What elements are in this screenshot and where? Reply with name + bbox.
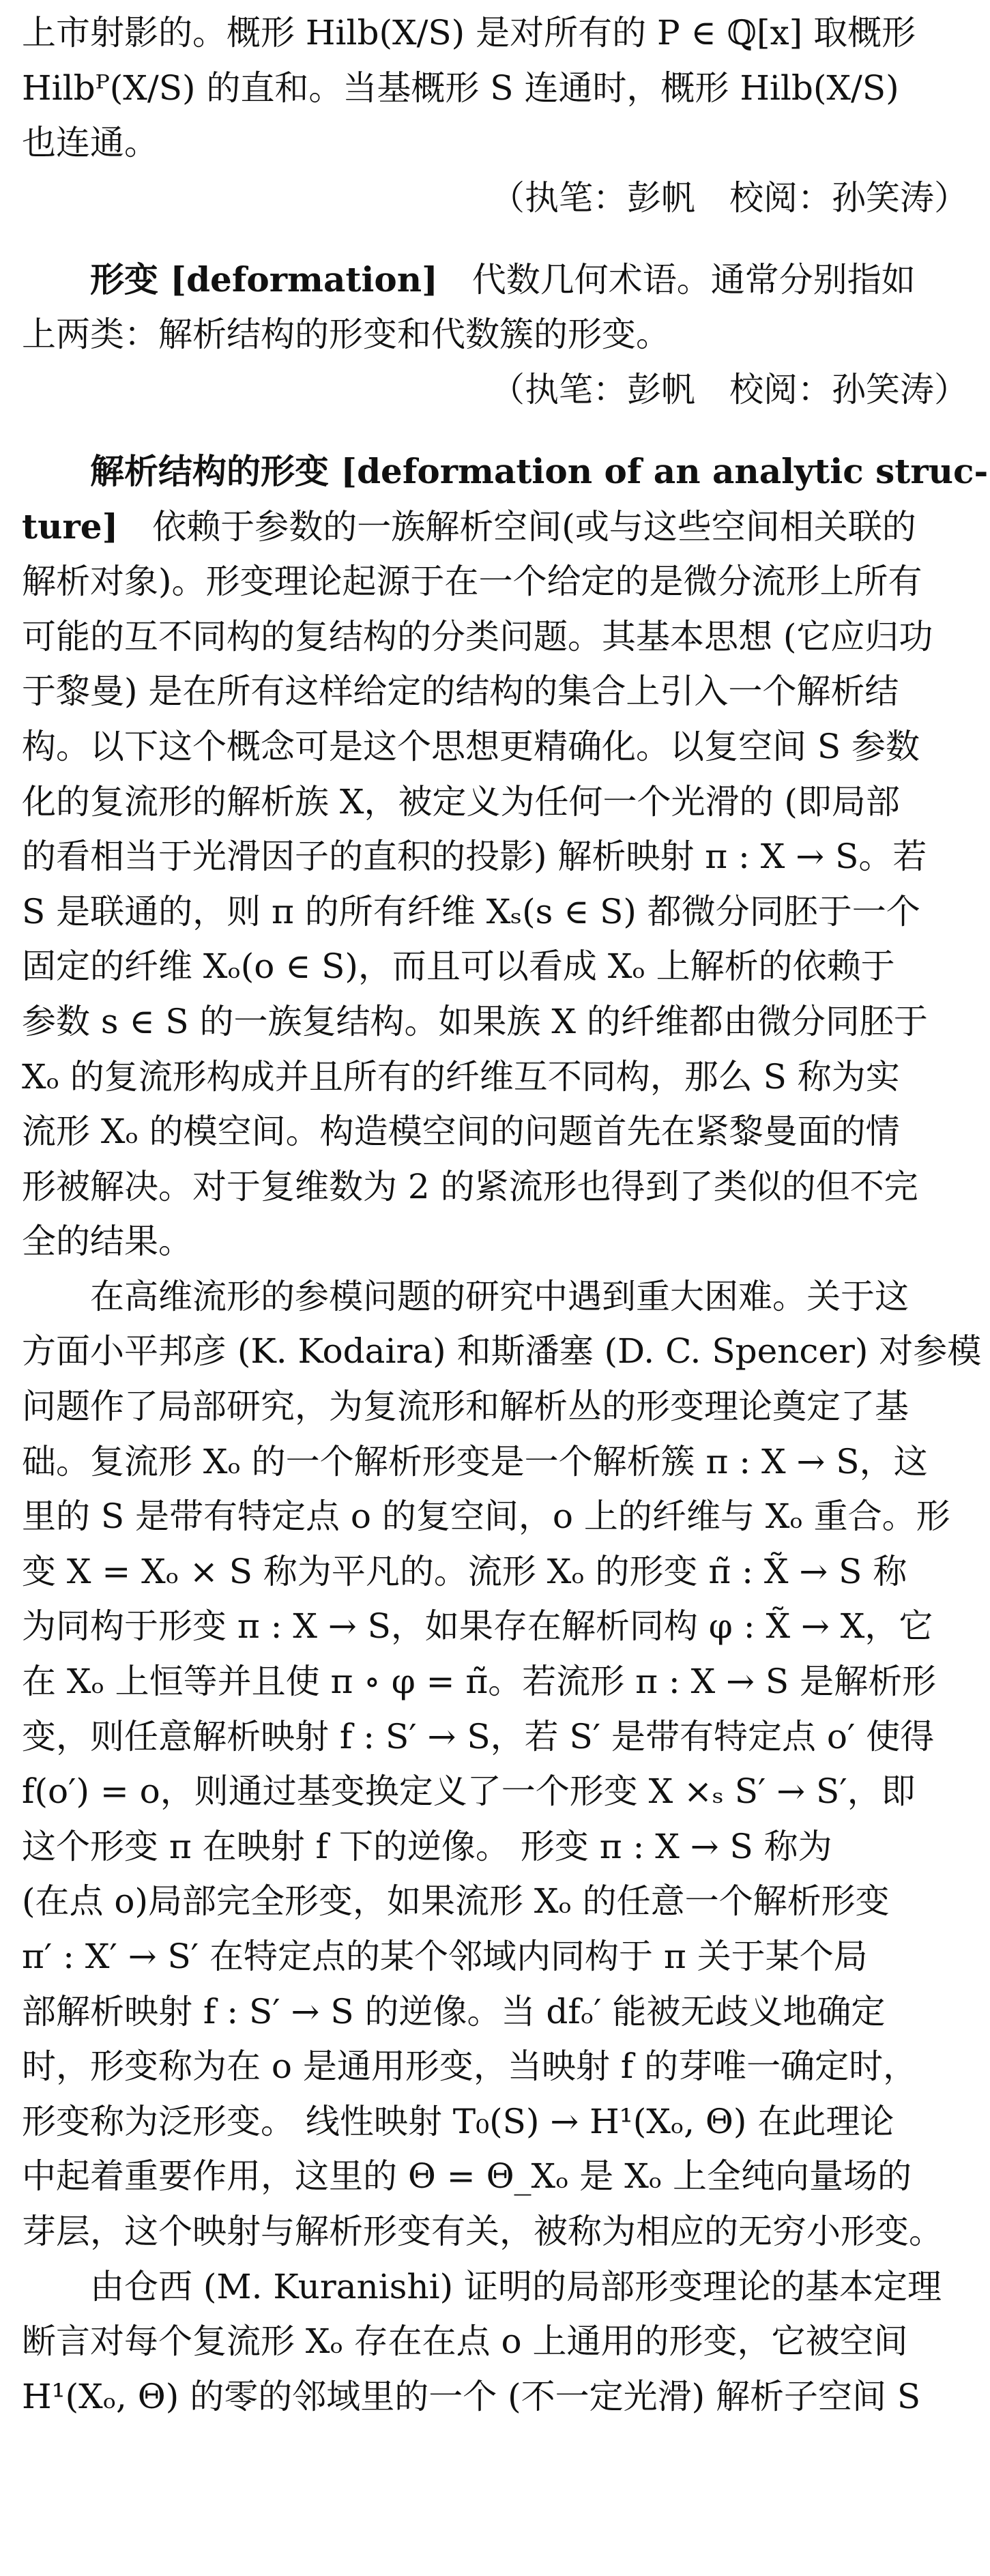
text-line: 中起着重要作用，这里的 Θ = Θ_Xₒ 是 Xₒ 上全纯向量场的	[22, 2156, 912, 2197]
analytic-entry-paragraph-1	[22, 444, 989, 1269]
analytic-entry-paragraph-3	[22, 2259, 968, 2425]
entry-second-line	[22, 500, 968, 555]
text-line: 里的 S 是带有特定点 o 的复空间，o 上的纤维与 Xₒ 重合。形	[22, 1496, 950, 1537]
entry-first-line	[22, 252, 968, 308]
text-line: 依赖于参数的一族解析空间(或与这些空间相关联的	[118, 506, 916, 547]
text-line: 构。以下这个概念可是这个思想更精确化。以复空间 S 参数	[22, 726, 920, 766]
text-line: (在点 o)局部完全形变，如果流形 Xₒ 的任意一个解析形变	[22, 1881, 890, 1922]
text-line: 础。复流形 Xₒ 的一个解析形变是一个解析簇 π : X → S，这	[22, 1441, 928, 1481]
text-line: 断言对每个复流形 Xₒ 存在在点 o 上通用的形变，它被空间	[22, 2321, 908, 2362]
text-line: 也连通。	[22, 123, 158, 163]
text-line: 由仓西 (M. Kuranishi) 证明的局部形变理论的基本定理	[90, 2266, 942, 2306]
text-line: 时，形变称为在 o 是通用形变，当映射 f 的芽唯一确定时，	[22, 2046, 918, 2087]
text-line: 固定的纤维 Xₒ(o ∈ S)，而且可以看成 Xₒ 上解析的依赖于	[22, 946, 895, 987]
text-line: 的看相当于光滑因子的直积的投影) 解析映射 π : X → S。若	[22, 837, 927, 877]
text-line: 解析对象)。形变理论起源于在一个给定的是微分流形上所有	[22, 562, 922, 602]
text-line: 形变称为泛形变。 线性映射 T₀(S) → H¹(Xₒ, Θ) 在此理论	[22, 2101, 894, 2141]
text-line: 这个形变 π 在映射 f 下的逆像。 形变 π : X → S 称为	[22, 1826, 832, 1866]
text-line: Xₒ 的复流形构成并且所有的纤维互不同构，那么 S 称为实	[22, 1056, 900, 1097]
text-line: 全的结果。	[22, 1221, 192, 1262]
text-line: 问题作了局部研究，为复流形和解析丛的形变理论奠定了基	[22, 1387, 909, 1427]
text-line: 上两类：解析结构的形变和代数簇的形变。	[22, 315, 670, 355]
text-line: Hilbᴾ(X/S) 的直和。当基概形 S 连通时，概形 Hilb(X/S)	[22, 68, 899, 108]
text-line: 于黎曼) 是在所有这样给定的结构的集合上引入一个解析结	[22, 671, 899, 712]
text-line: 可能的互不同构的复结构的分类问题。其基本思想 (它应归功	[22, 616, 933, 656]
text-line: 芽层，这个映射与解析形变有关，被称为相应的无穷小形变。	[22, 2211, 943, 2251]
text-line: 方面小平邦彦 (K. Kodaira) 和斯潘塞 (D. C. Spencer) 对参模	[22, 1331, 982, 1372]
text-line: 化的复流形的解析族 X，被定义为任何一个光滑的 (即局部	[22, 781, 900, 822]
intro-paragraph	[22, 5, 968, 171]
analytic-entry-paragraph-2	[22, 1269, 982, 2259]
text-line: 在高维流形的参模问题的研究中遇到重大困难。关于这	[90, 1276, 909, 1316]
text-line: 流形 Xₒ 的模空间。构造模空间的问题首先在紧黎曼面的情	[22, 1112, 900, 1152]
credit-line: （执笔：彭帆 校阅：孙笑涛）	[491, 177, 968, 218]
deformation-entry	[22, 252, 968, 362]
entry-heading-part2: ture]	[22, 506, 119, 547]
text-line: 在 Xₒ 上恒等并且使 π ∘ φ = π̃。若流形 π : X → S 是解析形	[22, 1662, 937, 1702]
text-line: f(o′) = o，则通过基变换定义了一个形变 X ×ₛ S′ → S′，即	[22, 1771, 916, 1812]
text-line: 上市射影的。概形 Hilb(X/S) 是对所有的 P ∈ ℚ[x] 取概形	[22, 13, 916, 53]
text-line: 为同构于形变 π : X → S，如果存在解析同构 φ : X̃ → X，它	[22, 1606, 933, 1647]
text-line: 变 X = Xₒ × S 称为平凡的。流形 Xₒ 的形变 π̃ : X̃ → S 称	[22, 1551, 907, 1591]
text-line: H¹(Xₒ, Θ) 的零的邻域里的一个 (不一定光滑) 解析子空间 S	[22, 2376, 921, 2416]
text-line: 代数几何术语。通常分别指如	[437, 259, 916, 300]
entry-heading: 形变 [deformation]	[90, 259, 438, 300]
entry-heading-part1: 解析结构的形变 [deformation of an analytic struc-	[90, 450, 989, 491]
text-line: 部解析映射 f : S′ → S 的逆像。当 dfₒ′ 能被无歧义地确定	[22, 1991, 886, 2031]
text-line: 变，则任意解析映射 f : S′ → S，若 S′ 是带有特定点 o′ 使得	[22, 1716, 935, 1756]
text-line: 参数 s ∈ S 的一族复结构。如果族 X 的纤维都由微分同胚于	[22, 1001, 928, 1041]
entry-heading	[22, 444, 989, 500]
credit-line: （执笔：彭帆 校阅：孙笑涛）	[491, 369, 968, 409]
text-line: π′ : X′ → S′ 在特定点的某个邻域内同构于 π 关于某个局	[22, 1937, 868, 1976]
text-line: S 是联通的，则 π 的所有纤维 Xₛ(s ∈ S) 都微分同胚于一个	[22, 891, 920, 931]
text-line: 形被解决。对于复维数为 2 的紧流形也得到了类似的但不完	[22, 1166, 918, 1206]
